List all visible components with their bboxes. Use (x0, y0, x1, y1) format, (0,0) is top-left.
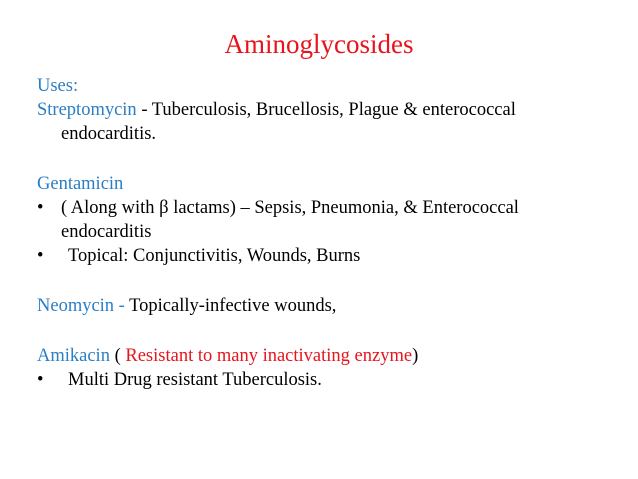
streptomycin-uses-continued: endocarditis. (61, 124, 157, 144)
gentamicin-bullet-1 (37, 196, 617, 220)
gentamicin-bullet-1-text: ( Along with β lactams) – Sepsis, Pneumonia, & Enterococcal (61, 198, 519, 218)
streptomycin-separator: - (136, 100, 152, 120)
gentamicin-bullet-1-continued: endocarditis (61, 222, 152, 242)
bullet-marker: • (37, 198, 44, 218)
neomycin-name: Neomycin - (37, 296, 130, 316)
spacer (37, 146, 617, 172)
bullet-marker: • (37, 370, 44, 390)
gentamicin-name: Gentamicin (37, 174, 124, 194)
neomycin-line (37, 294, 617, 318)
slide-body (37, 74, 617, 392)
amikacin-open-paren: ( (109, 346, 126, 366)
amikacin-name: Amikacin (37, 346, 110, 366)
gentamicin-bullet-2-text: Topical: Conjunctivitis, Wounds, Burns (68, 246, 361, 266)
gentamicin-bullet-2 (37, 244, 617, 268)
streptomycin-uses: Tuberculosis, Brucellosis, Plague & enterococcal (151, 100, 516, 120)
amikacin-line (37, 344, 617, 368)
spacer (37, 268, 617, 294)
slide-title: Aminoglycosides (224, 29, 414, 59)
amikacin-bullet-text: Multi Drug resistant Tuberculosis. (68, 370, 322, 390)
amikacin-bullet (37, 368, 617, 392)
neomycin-uses: Topically-infective wounds, (129, 296, 337, 316)
bullet-marker: • (37, 246, 44, 266)
spacer (37, 318, 617, 344)
uses-heading: Uses: (37, 76, 79, 96)
amikacin-close-paren: ) (412, 346, 419, 366)
amikacin-note: Resistant to many inactivating enzyme (125, 346, 413, 366)
streptomycin-name: Streptomycin (37, 100, 137, 120)
streptomycin-line (37, 98, 617, 122)
